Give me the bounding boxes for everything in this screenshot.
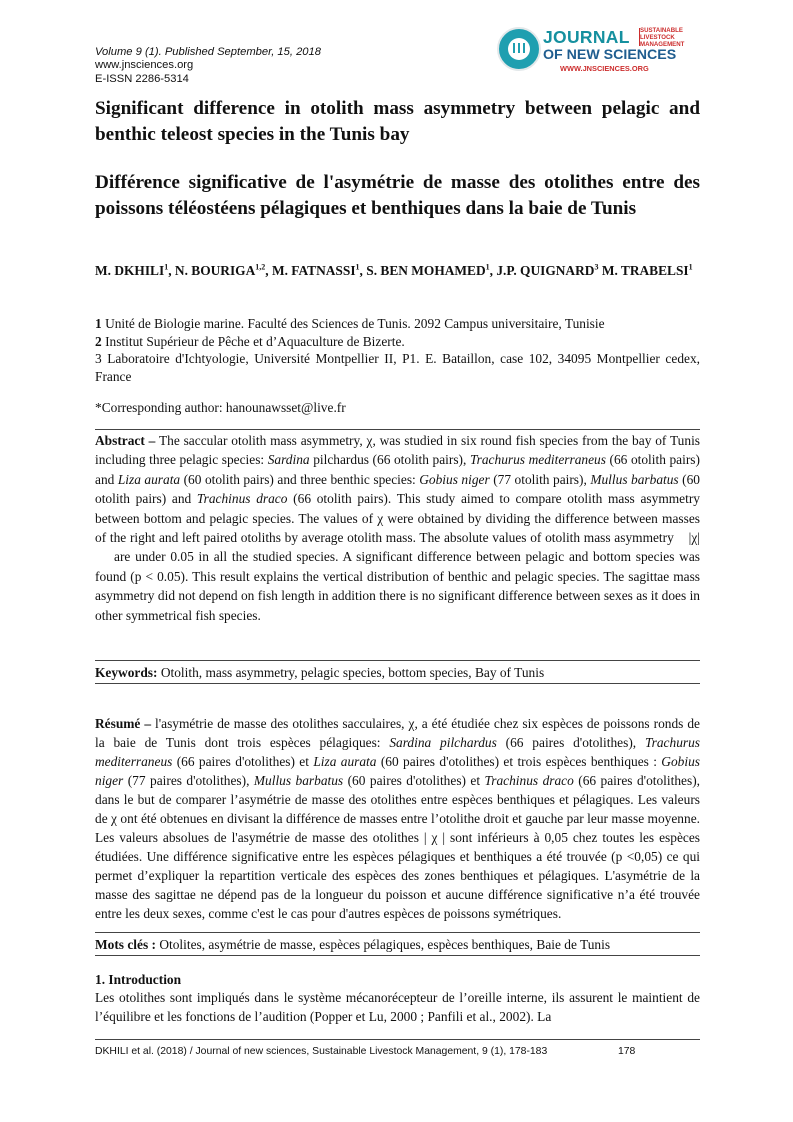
author-affil-sup: 1 [355,262,360,272]
author: S. BEN MOHAMED [366,263,486,278]
divider [95,660,700,661]
logo-line2: OF NEW SCIENCES [543,47,677,63]
author-affil-sup: 1 [485,262,490,272]
affiliations [95,315,700,385]
keywords: Keywords: Otolith, mass asymmetry, pelagic species, bottom species, Bay of Tunis [95,665,545,680]
divider [95,683,700,684]
author: M. TRABELSI [601,263,689,278]
keywords-label: Keywords: [95,665,158,680]
abstract-label: Abstract – [95,433,156,448]
title-english: Significant difference in otolith mass asymmetry between pelagic and benthic teleost species in the Tunis bay [95,98,700,145]
affiliation-item: 3 Laboratoire d'Ichtyologie, Université Montpellier II, P1. E. Bataillon, case 102, 34095 Montpellier cedex, France [95,351,700,384]
resume-label: Résumé – [95,716,152,731]
logo-tagline: SUSTAINABLE LIVESTOCK MANAGEMENT [640,27,685,48]
corresponding-author: *Corresponding author: hanounawsset@live.fr [95,400,346,415]
divider [95,932,700,933]
mots-cles-label: Mots clés : [95,937,156,952]
logo-line1: JOURNAL [543,27,630,47]
footer [95,1046,636,1057]
journal-logo [497,24,702,84]
mots-cles: Mots clés : Otolites, asymétrie de masse, espèces pélagiques, espèces benthiques, Baie de Tunis [95,937,611,952]
author: N. BOURIGA [174,263,256,278]
page-number: 178 [618,1046,636,1057]
footer-divider [95,1039,700,1040]
affiliation-item: 1 Unité de Biologie marine. Faculté des Sciences de Tunis. 2092 Campus universitaire, Tunisie [95,316,605,331]
journal-header [95,46,321,86]
section-heading: 1. Introduction [95,972,182,987]
issn: E-ISSN 2286-5314 [95,72,189,85]
author-affil-sup: 1,2 [255,262,266,272]
website: www.jnsciences.org [95,59,194,72]
author: M. DKHILI [95,263,165,278]
author-affil-sup: 1 [164,262,169,272]
author-list: M. DKHILI$^1$, N. BOURIGA$^{1,2}$, M. FATNASSI$^1$, S. BEN MOHAMED$^1$, J.P. QUIGNARD$^3$ M. TRABELSI$^1$ [95,262,693,278]
author-affil-sup: 3 [594,262,599,272]
affiliation-item: 2 Institut Supérieur de Pêche et d’Aquaculture de Bizerte. [95,333,405,349]
author-affil-sup: 1 [688,262,693,272]
abstract: Abstract – The saccular otolith mass asymmetry, χ, was studied in six round fish species from the bay of Tunis including three pelagic species: Sardina pilchardus (66 otolith pairs), Trachurus mediterraneus (66 otolith pairs) and Liza aurata (60 otolith pairs) and three benthic species: Gobius niger (77 otolith pairs), Mullus barbatus (60 otolith pairs) and Trachinus draco (66 otolith pairs). This study aimed to compare otolith mass asymmetry between bottom and pelagic species. The values of χ were obtained by dividing the difference between masses of the right and left paired otoliths by average otolith mass. The absolute values of otolith mass asymmetry |χ| are under 0.05 in all the studied species. A significant difference between pelagic and bottom species was found (p < 0.05). This result explains the vertical distribution of benthic and pelagic species. The sagittae mass asymmetry did not depend on fish length in addition there is no significant difference between sexes as it does in other symmetrical fish species. [95,433,700,623]
author: J.P. QUIGNARD [496,263,595,278]
author: M. FATNASSI [271,263,356,278]
footer-citation: DKHILI et al. (2018) / Journal of new sciences, Sustainable Livestock Management, 9 (1), 178-183 [95,1046,548,1057]
seal-icon [497,27,541,71]
logo-url: WWW.JNSCIENCES.ORG [560,64,649,73]
title-french: Différence significative de l'asymétrie de masse des otolithes entre des poissons téléostéens pélagiques et benthiques dans la baie de Tunis [95,172,700,219]
resume: Résumé – l'asymétrie de masse des otolithes sacculaires, χ, a été étudiée chez six espèces de poissons ronds de la baie de Tunis dont trois espèces pélagiques: Sardina pilchardus (66 paires d'otolithes), Trachurus mediterraneus (66 paires d'otolithes) et Liza aurata (60 paires d'otolithes) et trois espèces benthiques : Gobius niger (77 paires d'otolithes), Mullus barbatus (60 paires d'otolithes) et Trachinus draco (66 paires d'otolithes), dans le but de comparer l’asymétrie de masse des otolithes entre espèces benthiques et pélagiques. Les valeurs de χ ont été obtenues en divisant la différence de masses entre l’otolithe droit et gauche par leur masse moyenne. Les valeurs absolues de l'asymétrie de masse des otolithes | χ | sont inférieurs à 0,05 chez toutes les espèces étudiées. Une différence significative entre les espèces pélagiques et benthiques a été trouvée (p <0,05) ce qui permet d’expliquer la repartition verticale des espèces des zones benthiques et pélagiques. L'asymétrie de la masse des sagittae ne dépend pas de la longueur du poisson et aucune différence significative n’a été trouvée entre les deux sexes, comme c'est le cas pour d'autres espèces de poissons symétriques. [95,716,701,921]
intro-paragraph: Les otolithes sont impliqués dans le système mécanorécepteur de l’oreille interne, ils assurent le maintient de l’équilibre et les fonctions de l’audition (Popper et Lu, 2000 ; Panfili et al., 2002). La [95,990,700,1024]
volume-info: Volume 9 (1). Published September, 15, 2018 [95,46,321,58]
divider [95,955,700,956]
divider [95,429,700,430]
